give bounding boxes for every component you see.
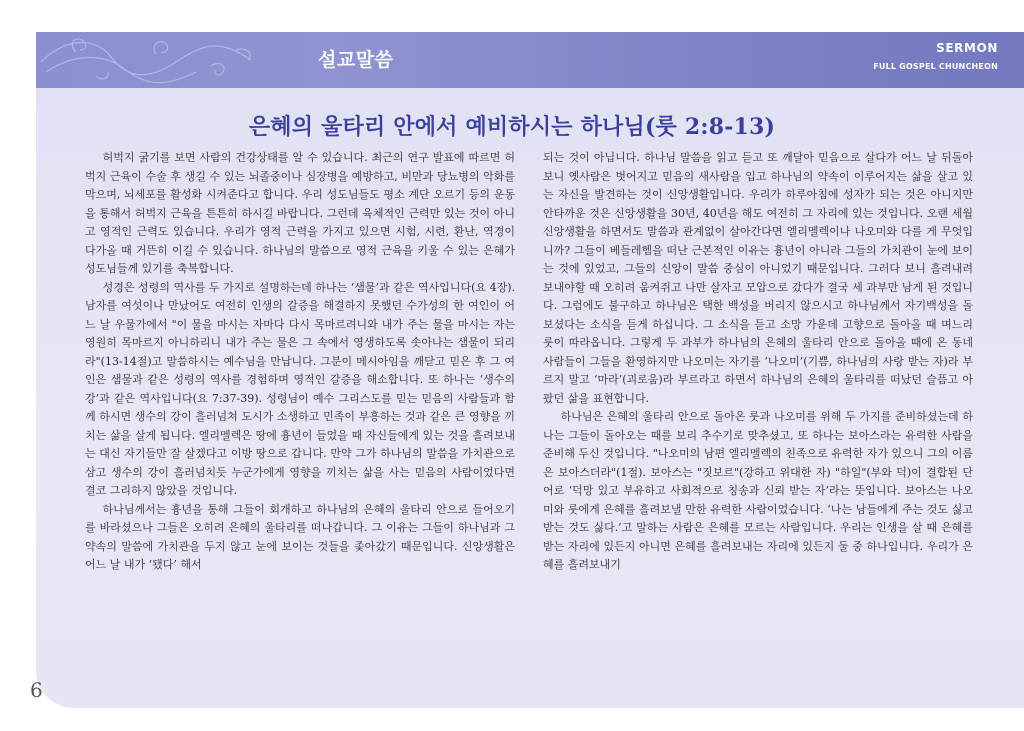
- paragraph: 성경은 성령의 역사를 두 가지로 설명하는데 하나는 ‘샘물’과 같은 역사입니다(요 4장). 남자를 여섯이나 만났어도 여전히 인생의 갈증을 해결하지 못했던 수가성의 한 여인이 어느 날 우물가에서 "이 물을 마시는 자마다 다시 목마르려니와 내가 주는 물을 마시는 자는 영원히 목마르지 아니하리니 내가 주는 물은 그 속에서 영생하도록 솟아나는 샘물이 되리라"(13-14절)고 말씀하시는 예수님을 만납니다. 그분이 메시아임을 깨닫고 믿은 후 그 여인은 샘물과 같은 성령의 역사를 경험하며 영적인 갈증을 해소합니다. 또 하나는 ‘생수의 강’과 같은 역사입니다(요 7:37-39). 성령님이 예수 그리스도를 믿는 믿음의 사람들과 함께 하시면 생수의 강이 흘러넘쳐 도시가 소생하고 민족이 부흥하는 것과 같은 큰 영향을 끼치는 삶을 살게 됩니다. 엘리멜렉은 땅에 흉년이 들었을 때 자신들에게 있는 것을 흘려보내는 대신 자기들만 잘 살겠다고 이방 땅으로 갑니다. 만약 그가 하나님의 말씀을 가치관으로 삼고 생수의 강이 흘러넘치듯 누군가에게 영향을 끼치는 삶을 사는 믿음의 사람이었다면 결코 그리하지 않았을 것입니다.: [85, 280, 515, 497]
- page-number: 6: [30, 678, 43, 702]
- floral-swirl-icon: [36, 32, 286, 88]
- section-header: [36, 32, 1024, 88]
- left-column: [85, 149, 515, 575]
- article-title: 은혜의 울타리 안에서 예비하시는 하나님(룻 2:8-13): [248, 114, 776, 140]
- right-column: [543, 149, 973, 575]
- paragraph: 하나님께서는 흉년을 통해 그들이 회개하고 하나님의 은혜의 울타리 안으로 들어오기를 바라셨으나 그들은 오히려 은혜의 울타리를 떠나갑니다. 그 이유는 그들이 하나님과 그 약속의 말씀에 가치관을 두지 않고 눈에 보이는 것들을 좇아갔기 때문입니다. 신앙생활은 어느 날 내가 ‘됐다’ 해서: [85, 502, 515, 571]
- sermon-label: SERMON: [936, 41, 998, 55]
- paragraph-continuation: 되는 것이 아닙니다. 하나님 말씀을 읽고 듣고 또 깨달아 믿음으로 살다가 어느 날 뒤돌아보니 옛사람은 벗어지고 믿음의 새사람을 입고 하나님의 약속이 이루어지는 삶을 살고 있는 자신을 발견하는 것이 신앙생활입니다. 우리가 하루아침에 성자가 되는 것은 아니지만 안타까운 것은 신앙생활을 30년, 40년을 해도 여전히 그 자리에 있는 것입니다. 오랜 세월 신앙생활을 하면서도 말씀과 관계없이 살아간다면 엘리멜렉이나 나오미와 다를 게 무엇입니까? 그들이 베들레헴을 떠난 근본적인 이유는 흉년이 아니라 그들의 가치관이 눈에 보이는 것에 있었고, 그들의 신앙이 말씀 중심이 아니었기 때문입니다. 그러다 보니 흘려내려 보내야할 때 오히려 움켜쥐고 나만 살자고 모압으로 갔다가 결국 세 과부만 남게 된 것입니다. 그럼에도 불구하고 하나님은 택한 백성을 버리지 않으시고 하나님께서 자기백성을 돌보셨다는 소식을 듣게 하십니다. 그 소식을 듣고 소망 가운데 고향으로 돌아올 때 며느리 룻이 따라옵니다. 그렇게 두 과부가 하나님의 은혜의 울타리 안으로 돌아올 때에 온 동네 사람들이 그들을 환영하지만 나오미는 자기를 ‘나오미’(기쁨, 하나님의 사랑 받는 자)라 부르지 말고 ‘마라’(괴로움)라 부르라고 하면서 하나님의 은혜의 울타리를 떠났던 슬픔고 아팠던 삶을 표현합니다.: [543, 151, 973, 405]
- paragraph: 허벅지 굵기를 보면 사람의 건강상태를 알 수 있습니다. 최근의 연구 발표에 따르면 허벅지 근육이 수술 후 생길 수 있는 뇌졸중이나 심장병을 예방하고, 비만과 당뇨병의 악화를 막으며, 뇌세포를 활성화 시켜준다고 합니다. 우리 성도님들도 평소 계단 오르기 등의 운동을 통해서 허벅지 근육을 튼튼히 하시길 바랍니다. 그런데 육체적인 근력만 있는 것이 아니고 영적인 근력도 있습니다. 우리가 영적 근력을 가지고 있으면 시험, 시련, 환난, 역경이 다가올 때 거뜬히 이길 수 있습니다. 하나님의 말씀으로 영적 근육을 키울 수 있는 은혜가 성도님들께 있기를 축복합니다.: [85, 151, 515, 275]
- section-title: 설교말씀: [318, 49, 394, 71]
- paragraph: 하나님은 은혜의 울타리 안으로 돌아온 룻과 나오미를 위해 두 가지를 준비하셨는데 하나는 그들이 돌아오는 때를 보리 추수기로 맞추셨고, 또 하나는 보아스라는 유력한 사람을 준비해 두신 것입니다. "나오미의 남편 엘리멜렉의 친족으로 유력한 자가 있으니 그의 이름은 보아스더라"(1절). 보아스는 "짓보르"(강하고 위대한 자) "하일"(부와 덕)이 결합된 단어로 ‘덕망 있고 부유하고 사회적으로 칭송과 신뢰 받는 자’라는 뜻입니다. 보아스는 나오미와 룻에게 은혜를 흘려보낼 만한 유력한 사람이었습니다. ‘나는 남들에게 주는 것도 싫고 받는 것도 싫다.’고 말하는 사람은 은혜를 모르는 사람입니다. 우리는 인생을 살 때 은혜를 받는 자리에 있든지 아니면 은혜를 흘려보내는 자리에 있든지 둘 중 하나입니다. 우리가 은혜를 흘려보내기: [543, 410, 973, 571]
- church-label: FULL GOSPEL CHUNCHEON: [873, 62, 998, 71]
